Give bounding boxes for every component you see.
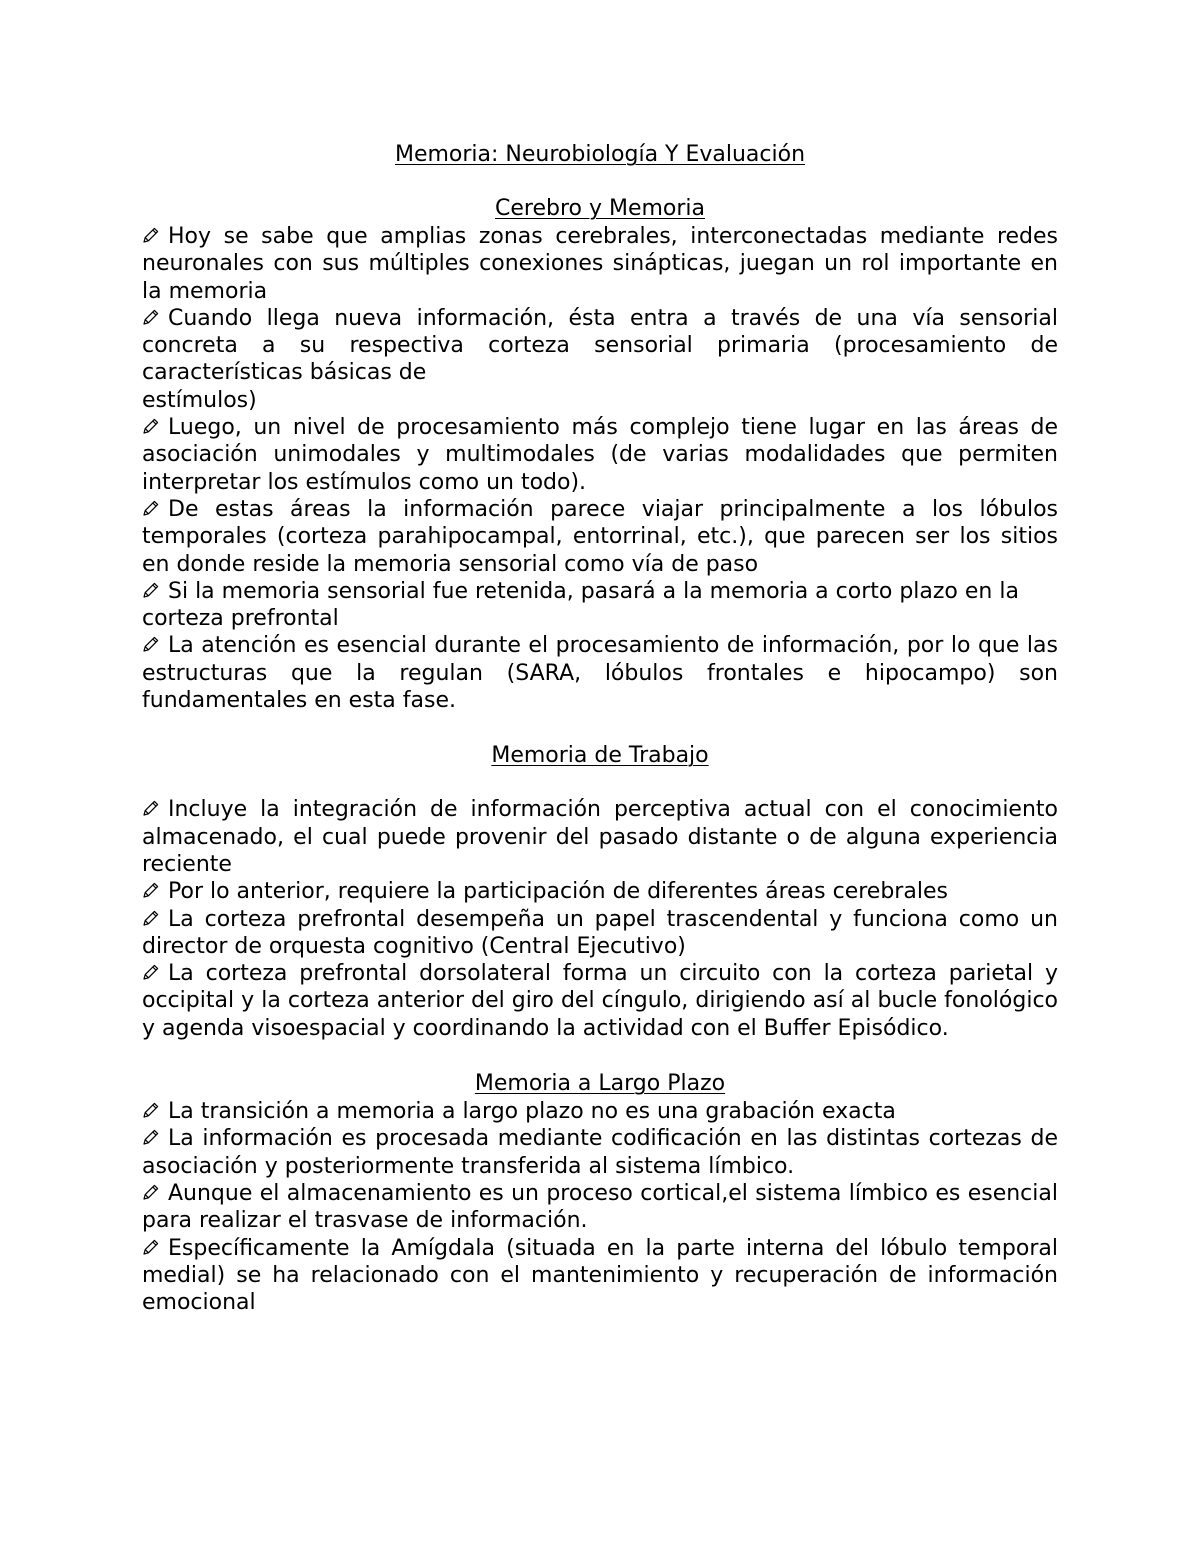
bullet-paragraph: La corteza prefrontal desempeña un papel trascendental y funciona como un director de orquesta cognitivo (Central Ejecutivo): [142, 906, 1058, 959]
pencil-icon: [142, 1101, 160, 1119]
continuation-line: estímulos): [142, 387, 257, 413]
bullet-paragraph: Aunque el almacenamiento es un proceso cortical,el sistema límbico es esencial para realizar el trasvase de información.: [142, 1180, 1058, 1234]
pencil-icon: [142, 417, 160, 435]
section-heading: Memoria a Largo Plazo: [474, 1071, 726, 1097]
pencil-icon: [142, 308, 160, 326]
document-title-text: Memoria: Neurobiología Y Evaluación: [394, 142, 806, 167]
pencil-icon: [142, 581, 160, 599]
pencil-icon: [142, 909, 160, 927]
bullet-paragraph: Cuando llega nueva información, ésta entra a través de una vía sensorial concreta a su respectiva corteza sensorial primaria (procesamiento de características básicas de: [142, 305, 1058, 386]
bullet-paragraph: Luego, un nivel de procesamiento más complejo tiene lugar en las áreas de asociación unimodales y multimodales (de varias modalidades que permiten interpretar los estímulos como un todo).: [142, 415, 1058, 495]
bullet-paragraph: La transición a memoria a largo plazo no es una grabación exacta: [142, 1098, 1058, 1125]
pencil-icon: [142, 963, 160, 981]
bullet-paragraph: Si la memoria sensorial fue retenida, pasará a la memoria a corto plazo en la: [142, 578, 1058, 605]
section-cerebro-y-memoria: [142, 195, 1058, 714]
document-title: [142, 141, 1058, 169]
pencil-icon: [142, 1128, 160, 1146]
section-heading: Cerebro y Memoria: [494, 196, 706, 221]
pencil-icon: [142, 799, 160, 817]
document-page: [142, 141, 1058, 1316]
bullet-paragraph: La corteza prefrontal dorsolateral forma un circuito con la corteza parietal y occipital y la corteza anterior del giro del cíngulo, dirigiendo así al bucle fonológico y agenda visoespacial y coordinando la actividad con el Buffer Episódico.: [142, 961, 1058, 1041]
bullet-paragraph: Hoy se sabe que amplias zonas cerebrales, interconectadas mediante redes neuronales con sus múltiples conexiones sinápticas, juegan un rol importante en la memoria: [142, 224, 1058, 304]
section-heading: Memoria de Trabajo: [491, 743, 709, 769]
bullet-paragraph: Incluye la integración de información perceptiva actual con el conocimiento almacenado, el cual puede provenir del pasado distante o de alguna experiencia reciente: [142, 797, 1058, 877]
pencil-icon: [142, 226, 160, 244]
bullet-paragraph: Por lo anterior, requiere la participación de diferentes áreas cerebrales: [142, 878, 1058, 905]
pencil-icon: [142, 499, 160, 517]
bullet-paragraph: De estas áreas la información parece viajar principalmente a los lóbulos temporales (corteza parahipocampal, entorrinal, etc.), que parecen ser los sitios en donde reside la memoria sensorial como vía de paso: [142, 496, 1058, 577]
pencil-icon: [142, 1238, 160, 1256]
bullet-paragraph: La atención es esencial durante el procesamiento de información, por lo que las estructuras que la regulan (SARA, lóbulos frontales e hipocampo) son fundamentales en esta fase.: [142, 633, 1058, 714]
section-memoria-de-trabajo: [142, 742, 1058, 1042]
section-memoria-a-largo-plazo: [142, 1070, 1058, 1316]
bullet-paragraph: Específicamente la Amígdala (situada en la parte interna del lóbulo temporal medial) se ha relacionado con el mantenimiento y recuperación de información emocional: [142, 1235, 1058, 1316]
bullet-paragraph: La información es procesada mediante codificación en las distintas cortezas de asociación y posteriormente transferida al sistema límbico.: [142, 1126, 1058, 1179]
continuation-line: corteza prefrontal: [142, 606, 339, 632]
pencil-icon: [142, 635, 160, 653]
pencil-icon: [142, 881, 160, 899]
pencil-icon: [142, 1183, 160, 1201]
